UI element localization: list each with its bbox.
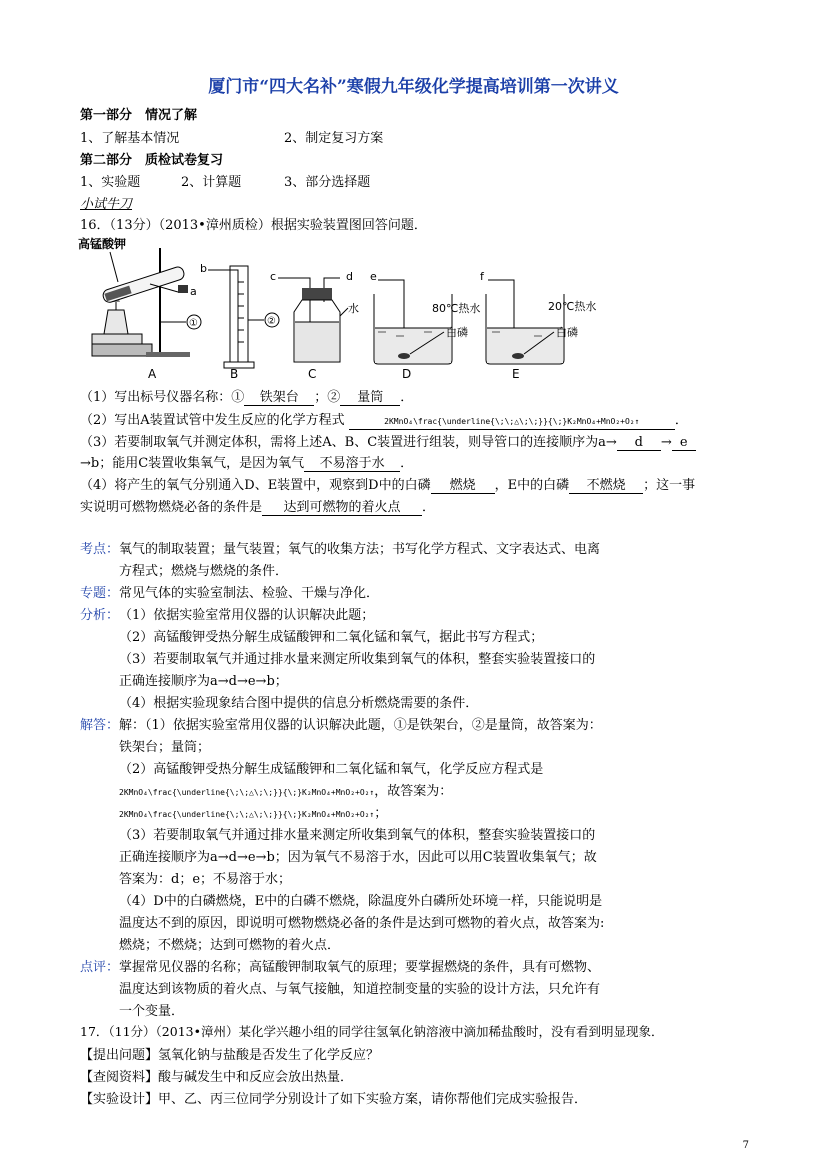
q16-s4-line2: 实说明可燃物燃烧必备的条件是 达到可燃物的着火点 ．	[80, 500, 436, 515]
fenxi-line3: （3）若要制取氧气并通过排水量来测定所收集到氧气的体积，整套实验装置接口的	[119, 652, 596, 667]
q17-stem: 17．（11分）（2013•漳州）某化学兴趣小组的同学往氢氧化钠溶液中滴加稀盐酸时，没有看到明显现象．	[80, 1024, 664, 1039]
fenxi-label: 分析：	[80, 608, 120, 623]
hot80-label: 80℃热水	[432, 302, 481, 315]
answer-3c: 不易溶于水	[304, 456, 400, 472]
jieda-line8: 答案为：d；e；不易溶于水；	[119, 872, 292, 887]
jieda-line4: 2KMnO₄\frac{\underline{\;\;△\;\;}}{\;}K₂MnO₄+MnO₂+O₂↑，故答案为：	[119, 784, 453, 799]
kaodian-line1: 氧气的制取装置；量气装置；氧气的收集方法；书写化学方程式、文字表达式、电离	[119, 542, 601, 557]
q16-s2: （2）写出A装置试管中发生反应的化学方程式 2KMnO₄\frac{\underline{\;\;△\;\;}}{\;}K₂MnO₄+MnO₂+O₂↑ ．	[80, 413, 688, 428]
fenxi-line2: （2）高锰酸钾受热分解生成锰酸钾和二氧化锰和氧气，据此书写方程式；	[119, 630, 544, 645]
apparatus-d	[370, 270, 480, 381]
answer-2: 量筒	[340, 390, 400, 406]
q16-s4: （4）将产生的氧气分别通入D、E装置中，观察到D中的白磷 燃烧 ，E中的白磷 不燃烧 ；这一事	[80, 478, 696, 493]
dianping-line2: 温度达到该物质的着火点、与氧气接触，知道控制变量的实验的设计方法，只允许有	[119, 982, 601, 997]
equation-jd4: 2KMnO₄\frac{\underline{\;\;△\;\;}}{\;}K₂MnO₄+MnO₂+O₂↑	[119, 788, 375, 797]
q16-s3-line2: →b；能用C装置收集氧气，是因为氧气 不易溶于水 ．	[80, 456, 414, 471]
q16-stem: 16．（13分）（2013•漳州质检）根据实验装置图回答问题．	[80, 218, 427, 233]
apparatus-b	[200, 262, 279, 381]
q17-line2: 【查阅资料】酸与碱发生中和反应会放出热量．	[80, 1070, 354, 1085]
jieda-line6: （3）若要制取氧气并通过排水量来测定所收集到氧气的体积，整套实验装置接口的	[119, 828, 596, 843]
label-b: b	[200, 262, 207, 275]
part2-item1: 1、实验题	[80, 175, 141, 190]
jieda-line2: 铁架台；量筒；	[119, 740, 211, 755]
label-C: C	[308, 367, 317, 381]
equation-jd5: 2KMnO₄\frac{\underline{\;\;△\;\;}}{\;}K₂MnO₄+MnO₂+O₂↑	[119, 810, 375, 819]
jieda-line5: 2KMnO₄\frac{\underline{\;\;△\;\;}}{\;}K₂MnO₄+MnO₂+O₂↑；	[119, 806, 388, 821]
label-D: D	[402, 367, 412, 381]
white-p-label-e: 白磷	[556, 326, 578, 339]
q16-s3: （3）若要制取氧气并测定体积，需将上述A、B、C装置进行组装，则导管口的连接顺序为a→ d → e	[80, 431, 696, 451]
page-title: 厦门市“四大名补”寒假九年级化学提高培训第一次讲义	[208, 77, 619, 97]
part1-item1: 1、了解基本情况	[80, 131, 180, 146]
page-number: 7	[742, 1140, 749, 1151]
equation-answer: 2KMnO₄\frac{\underline{\;\;△\;\;}}{\;}K₂MnO₄+MnO₂+O₂↑	[349, 414, 675, 430]
label-A: A	[148, 367, 157, 381]
jieda-label: 解答：	[80, 718, 120, 733]
apparatus-figure	[78, 232, 598, 382]
hot20-label: 20℃热水	[548, 300, 597, 313]
answer-4a: 燃烧	[431, 478, 495, 494]
jieda-line10: 温度达不到的原因，即说明可燃物燃烧必备的条件是达到可燃物的着火点，故答案为:	[119, 916, 605, 931]
apparatus-e	[480, 270, 596, 381]
part1-item2: 2、制定复习方案	[284, 131, 384, 146]
jieda-line9: （4）D中的白磷燃烧，E中的白磷不燃烧，除温度外白磷所处环境一样，只能说明是	[119, 894, 603, 909]
answer-4b: 不燃烧	[569, 478, 643, 494]
label-E: E	[512, 367, 520, 381]
apparatus-a	[92, 248, 201, 381]
zhuanti-line1: 常见气体的实验室制法、检验、干燥与净化．	[119, 586, 380, 601]
answer-3b: e	[672, 435, 696, 451]
zhuanti-label: 专题：	[80, 586, 120, 601]
part2-item3: 3、部分选择题	[284, 175, 371, 190]
answer-1: 铁架台	[244, 390, 314, 406]
answer-4c: 达到可燃物的着火点	[262, 500, 422, 516]
fenxi-line1: （1）依据实验室常用仪器的认识解决此题；	[119, 608, 375, 623]
water-label: 水	[348, 302, 359, 315]
dianping-line1: 掌握常见仪器的名称；高锰酸钾制取氧气的原理；要掌握燃烧的条件，具有可燃物、	[119, 960, 601, 975]
apparatus-c	[270, 270, 359, 381]
part1-heading: 第一部分 情况了解	[80, 108, 198, 123]
label-e: e	[370, 270, 377, 283]
kmno4-label: 高锰酸钾	[78, 237, 127, 251]
fenxi-line5: （4）根据实验现象结合图中提供的信息分析燃烧需要的条件．	[119, 696, 479, 711]
label-c: c	[270, 270, 277, 283]
section-label: 小试牛刀	[80, 197, 133, 212]
label-d: d	[346, 270, 353, 283]
q17-line1: 【提出问题】氢氧化钠与盐酸是否发生了化学反应？	[80, 1048, 380, 1063]
kaodian-line2: 方程式；燃烧与燃烧的条件．	[119, 564, 289, 579]
q16-s1: （1）写出标号仪器名称：① 铁架台 ；② 量筒 ．	[80, 390, 414, 405]
dianping-label: 点评：	[80, 960, 120, 975]
label-a: a	[190, 285, 197, 298]
part2-item2: 2、计算题	[181, 175, 242, 190]
q17-line3: 【实验设计】甲、乙、丙三位同学分别设计了如下实验方案，请你帮他们完成实验报告．	[80, 1092, 588, 1107]
label-B: B	[230, 367, 239, 381]
jieda-line7: 正确连接顺序为a→d→e→b；因为氧气不易溶于水，因此可以用C装置收集氧气；故	[119, 850, 597, 865]
jieda-line1: 解：（1）依据实验室常用仪器的认识解决此题，①是铁架台，②是量筒，故答案为：	[119, 718, 602, 733]
jieda-line11: 燃烧；不燃烧；达到可燃物的着火点．	[119, 938, 341, 953]
circle2-label: ②	[267, 316, 276, 327]
part2-heading: 第二部分 质检试卷复习	[80, 153, 224, 168]
fenxi-line4: 正确连接顺序为a→d→e→b；	[119, 674, 288, 689]
kaodian-label: 考点：	[80, 542, 120, 557]
jieda-line3: （2）高锰酸钾受热分解生成锰酸钾和二氧化锰和氧气，化学反应方程式是	[119, 762, 544, 777]
circle1-label: ①	[189, 318, 198, 329]
answer-3a: d	[617, 435, 661, 451]
dianping-line3: 一个变量．	[119, 1004, 185, 1019]
label-f: f	[480, 270, 484, 283]
white-p-label-d: 白磷	[446, 326, 468, 339]
